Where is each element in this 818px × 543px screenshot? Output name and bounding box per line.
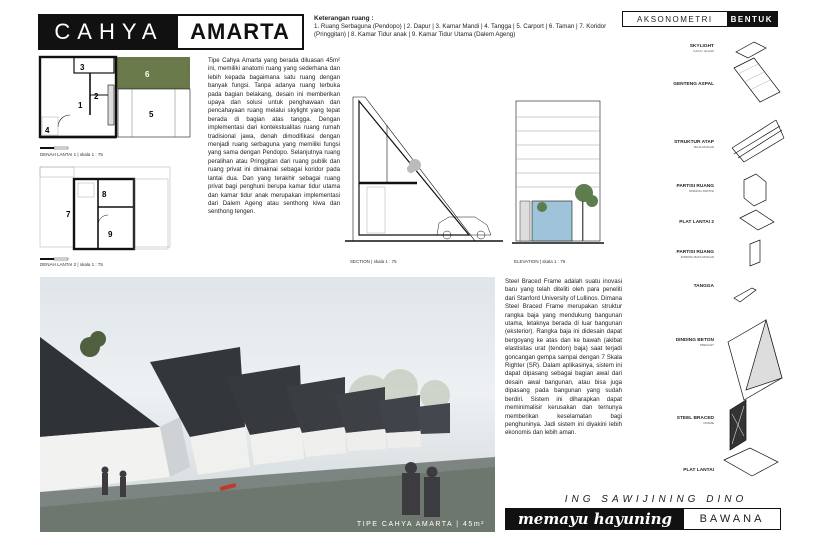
axonometric-title	[622, 11, 778, 27]
layer-roof-structure	[732, 120, 784, 162]
room-label-2: 2	[94, 92, 99, 101]
layer-partition-2	[750, 240, 760, 266]
axo-label-roof: GENTENG ASPAL	[673, 82, 714, 87]
room-label-3: 3	[80, 63, 85, 72]
render-caption: TIPE CAHYA AMARTA | 45m²	[356, 521, 485, 528]
axo-label-partition-2: PARTISI RUANG DINDING BATA RINGAN	[676, 250, 714, 259]
description-steel-braced-frame: Steel Braced Frame adalah suatu inovasi baru yang telah diteliti oleh para peneliti dari Stanford University of Lullinos. Dimana Steel Braced Frame merupakan struktur rangka baja yang mendukung bangunan utama, letaknya berada di luar bangunan (eksterior). Rangka baja ini didesain dapat bergoyang ke atas dan ke bawah (akibat elastisitas urat (tendon) baja) saat terjadi goncangan gempa sampai dengan 7 Skala Righter (SR). Dalam aplikasinya, sistem ini dapat dipasang sebagai bagian awal dari desain awal bangunan, atau bisa juga dipasang pada bangunan yang sudah berdiri. Sistem ini diharapkan dapat meminimalisir kerusakan dan ternunya memberikan keselamatan bagi penghuninya. Jadi sistem ini diyakini lebih ekonomis dan lebih aman.	[505, 278, 622, 437]
section-drawing	[345, 95, 505, 255]
floor-plan-1	[38, 55, 193, 145]
title-box	[38, 14, 304, 50]
axo-label-floor-slab: PLAT LANTAI	[683, 468, 714, 473]
floor-plan-2-caption: DENAH LANTAI 2 | skala 1 : 75	[40, 262, 103, 267]
axo-label-stairs: TANGGA	[693, 284, 714, 289]
axo-label-roof-structure: STRUKTUR ATAP BAJA RINGAN	[674, 140, 714, 149]
elevation-drawing	[512, 97, 604, 257]
room-label-7: 7	[66, 210, 71, 219]
garden-area	[116, 57, 190, 89]
axonometric-title-b: BENTUK	[727, 12, 777, 26]
slogan-top-text: ING SAWIJINING DINO	[564, 494, 748, 505]
room-legend	[314, 15, 610, 39]
axo-label-concrete-wall: DINDING BETON PRECAST	[675, 338, 714, 347]
room-label-8: 8	[102, 190, 107, 199]
title-part-b: AMARTA	[190, 19, 290, 44]
slogan-right: BAWANA	[699, 513, 765, 525]
room-label-5: 5	[149, 110, 154, 119]
room-label-4: 4	[45, 126, 50, 135]
room-label-9: 9	[108, 230, 113, 239]
layer-floor-slab	[724, 448, 778, 476]
legend-heading: Keterangan ruang :	[314, 15, 374, 22]
legend-text: 1. Ruang Serbaguna (Pendopo) | 2. Dapur | 3. Kamar Mandi | 4. Tangga | 5. Carport | 6. Taman | 7. Koridor (Pringgitan) | 8. Kamar Tidur anak | 9. Kamar Tidur Utama (Dalem Ageng)	[314, 23, 607, 38]
title-part-a: CAHYA	[40, 16, 178, 48]
perspective-render-scene	[40, 277, 495, 532]
floor-plan-2	[38, 165, 193, 255]
room-label-6: 6	[145, 70, 150, 79]
room-label-1: 1	[78, 101, 83, 110]
axonometric-title-a: AKSONOMETRI	[637, 14, 713, 24]
layer-floor-2	[740, 210, 774, 230]
layer-stairs	[734, 288, 756, 302]
floor-plan-1-caption: DENAH LANTAI 1 | skala 1 : 75	[40, 152, 103, 157]
axo-label-skylight: SKYLIGHT KACA / GLASS	[689, 44, 714, 53]
axo-label-floor-2: PLAT LANTAI 2	[679, 220, 714, 225]
slogan-script: memayu hayuning	[506, 509, 684, 529]
section-caption: SECTION | skala 1 : 75	[350, 259, 397, 264]
slogan-box	[505, 508, 781, 530]
layer-partition-1	[744, 174, 766, 206]
elevation-caption: ELEVATION | skala 1 : 75	[514, 259, 566, 264]
axonometric-diagram	[604, 30, 794, 490]
axo-label-steel-braced: STEEL BRACED FRAME	[676, 416, 714, 425]
perspective-render	[40, 277, 495, 532]
layer-skylight	[736, 42, 766, 58]
axo-label-partition-1: PARTISI RUANG DINDING PARTISI	[676, 184, 714, 193]
description-cahya-amarta: Tipe Cahya Amarta yang berada diluasan 45m² ini, memiliki anatomi ruang yang sederhana dan lebih kepada bagaimana satu ruang dengan banyak fungsi. Tanpa adanya ruang terbuka pada bagian belakang, desain ini memberikan upaya dan solusi untuk penghawaan dan pencahayaan ruang melalui skylight yang tepat berada di bagian atas tangga. Dengan implementasi dari kontekstualitas ruang rumah tradisional jawa, denah dimodifikasi dengan menjadi ruang serbaguna yang memiliki fungsi yang sama dengan Pendopo. Selanjutnya ruang peralihan atau Pringgitan dari ruang publik dan ruang privat ini dimaknai sebagai koridor pada lantai dua. Dan yang terakhir sebagai ruang privat bagi penghuni berupa kamar tidur utama dan kamar tidur anak merupakan implementasi dari Dalem Ageng atau senthong kiwa dan senthong tengen.	[208, 57, 340, 216]
floor-plan-1-scale-bar	[40, 145, 100, 151]
